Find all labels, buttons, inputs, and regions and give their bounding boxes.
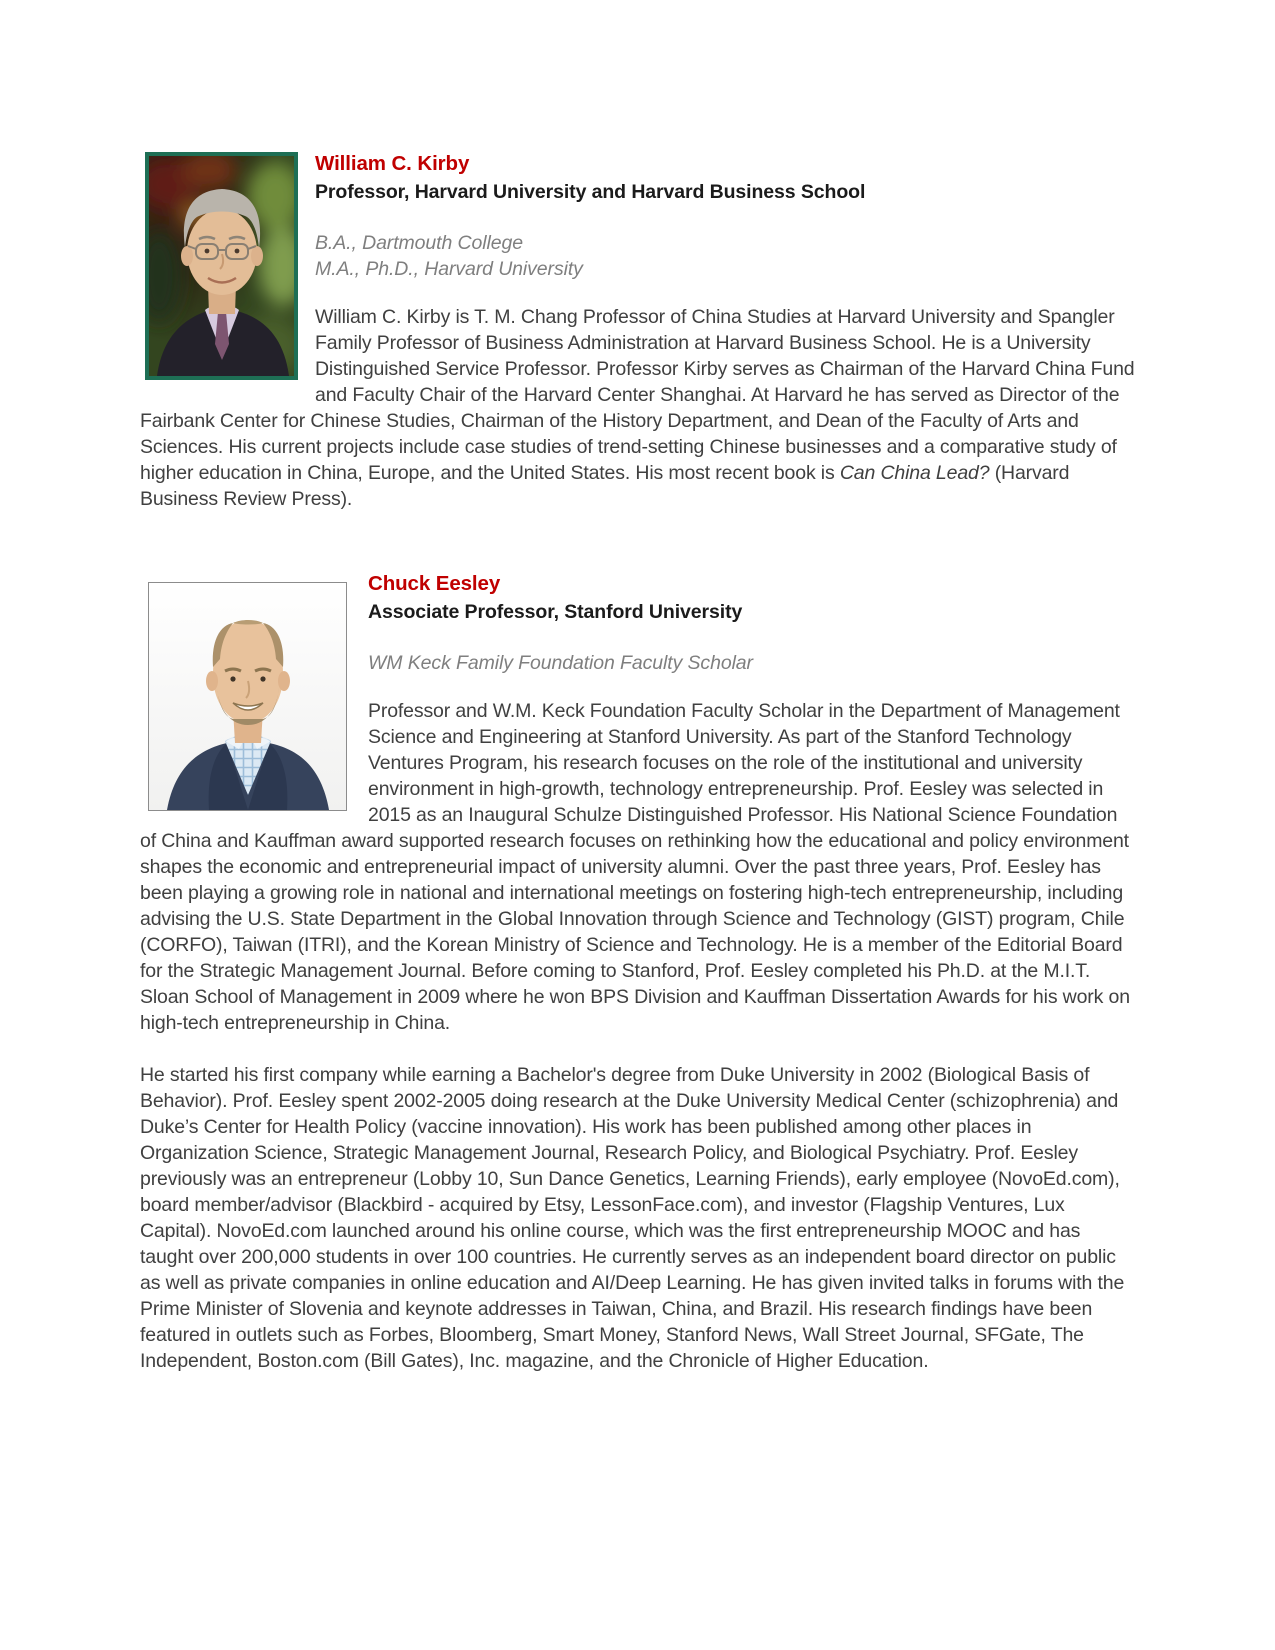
eesley-name: Chuck Eesley [368, 572, 501, 595]
bio-section-eesley [140, 570, 1135, 1374]
kirby-portrait-photo [145, 152, 298, 380]
eesley-credential-1: WM Keck Family Foundation Faculty Scholar [368, 652, 753, 674]
kirby-credential-2: M.A., Ph.D., Harvard University [315, 258, 583, 280]
text-segment: Professor and W.M. Keck Foundation Faculty Scholar in the Department of Management Science and Engineering at Stanford University. As part of the Stanford Technology Ventures Program, his research focuses on the role of the institutional and university environment in high-growth, technology entrepreneurship. Prof. Eesley was selected in 2015 as an Inaugural Schulze Distinguished Professor. His National Science Foundation of China and Kauffman award supported research focuses on rethinking how the educational and policy environment shapes the economic and entrepreneurial impact of university alumni. Over the past three years, Prof. Eesley has been playing a growing role in national and international meetings on fostering high-tech entrepreneurship, including advising the U.S. State Department in the Global Innovation through Science and Technology (GIST) program, Chile (CORFO), Taiwan (ITRI), and the Korean Ministry of Science and Technology. He is a member of the Editorial Board for the Strategic Management Journal. Before coming to Stanford, Prof. Eesley completed his Ph.D. at the M.I.T. Sloan School of Management in 2009 where he won BPS Division and Kauffman Dissertation Awards for his work on high-tech entrepreneurship in China. [140, 700, 1130, 1034]
eesley-title: Associate Professor, Stanford University [368, 601, 743, 623]
italic-text-segment: Can China Lead? [839, 462, 990, 484]
eesley-bio-paragraph-2 [140, 1062, 1135, 1374]
kirby-credential-1: B.A., Dartmouth College [315, 232, 523, 254]
kirby-title: Professor, Harvard University and Harvard Business School [315, 181, 866, 203]
eesley-portrait-photo [148, 582, 347, 811]
text-segment: He started his first company while earning a Bachelor's degree from Duke University in 2002 (Biological Basis of Behavior). Prof. Eesley spent 2002-2005 doing research at the Duke University Medical Center (schizophrenia) and Duke’s Center for Health Policy (vaccine innovation). His work has been published among other places in Organization Science, Strategic Management Journal, Research Policy, and Biological Psychiatry. Prof. Eesley previously was an entrepreneur (Lobby 10, Sun Dance Genetics, Learning Friends), early employee (NovoEd.com), board member/advisor (Blackbird - acquired by Etsy, LessonFace.com), and investor (Flagship Ventures, Lux Capital). NovoEd.com launched around his online course, which was the first entrepreneurship MOOC and has taught over 200,000 students in over 100 countries. He currently serves as an independent board director on public as well as private companies in online education and AI/Deep Learning. He has given invited talks in forums with the Prime Minister of Slovenia and keynote addresses in Taiwan, China, and Brazil. His research findings have been featured in outlets such as Forbes, Bloomberg, Smart Money, Stanford News, Wall Street Journal, SFGate, The Independent, Boston.com (Bill Gates), Inc. magazine, and the Chronicle of Higher Education. [140, 1064, 1125, 1372]
bio-section-kirby [140, 150, 1135, 512]
eesley-portrait-illustration [149, 583, 346, 810]
text-segment: (Harvard Business Review Press). [140, 462, 1070, 510]
text-segment: William C. Kirby is T. M. Chang Professor of China Studies at Harvard University and Spangler Family Professor of Business Administration at Harvard Business School. He is a University Distinguished Service Professor. Professor Kirby serves as Chairman of the Harvard China Fund and Faculty Chair of the Harvard Center Shanghai. At Harvard he has served as Director of the Fairbank Center for Chinese Studies, Chairman of the History Department, and Dean of the Faculty of Arts and Sciences. His current projects include case studies of trend-setting Chinese businesses and a comparative study of higher education in China, Europe, and the United States. His most recent book is [140, 306, 1135, 484]
kirby-name: William C. Kirby [315, 152, 470, 175]
kirby-portrait-illustration [149, 156, 294, 376]
